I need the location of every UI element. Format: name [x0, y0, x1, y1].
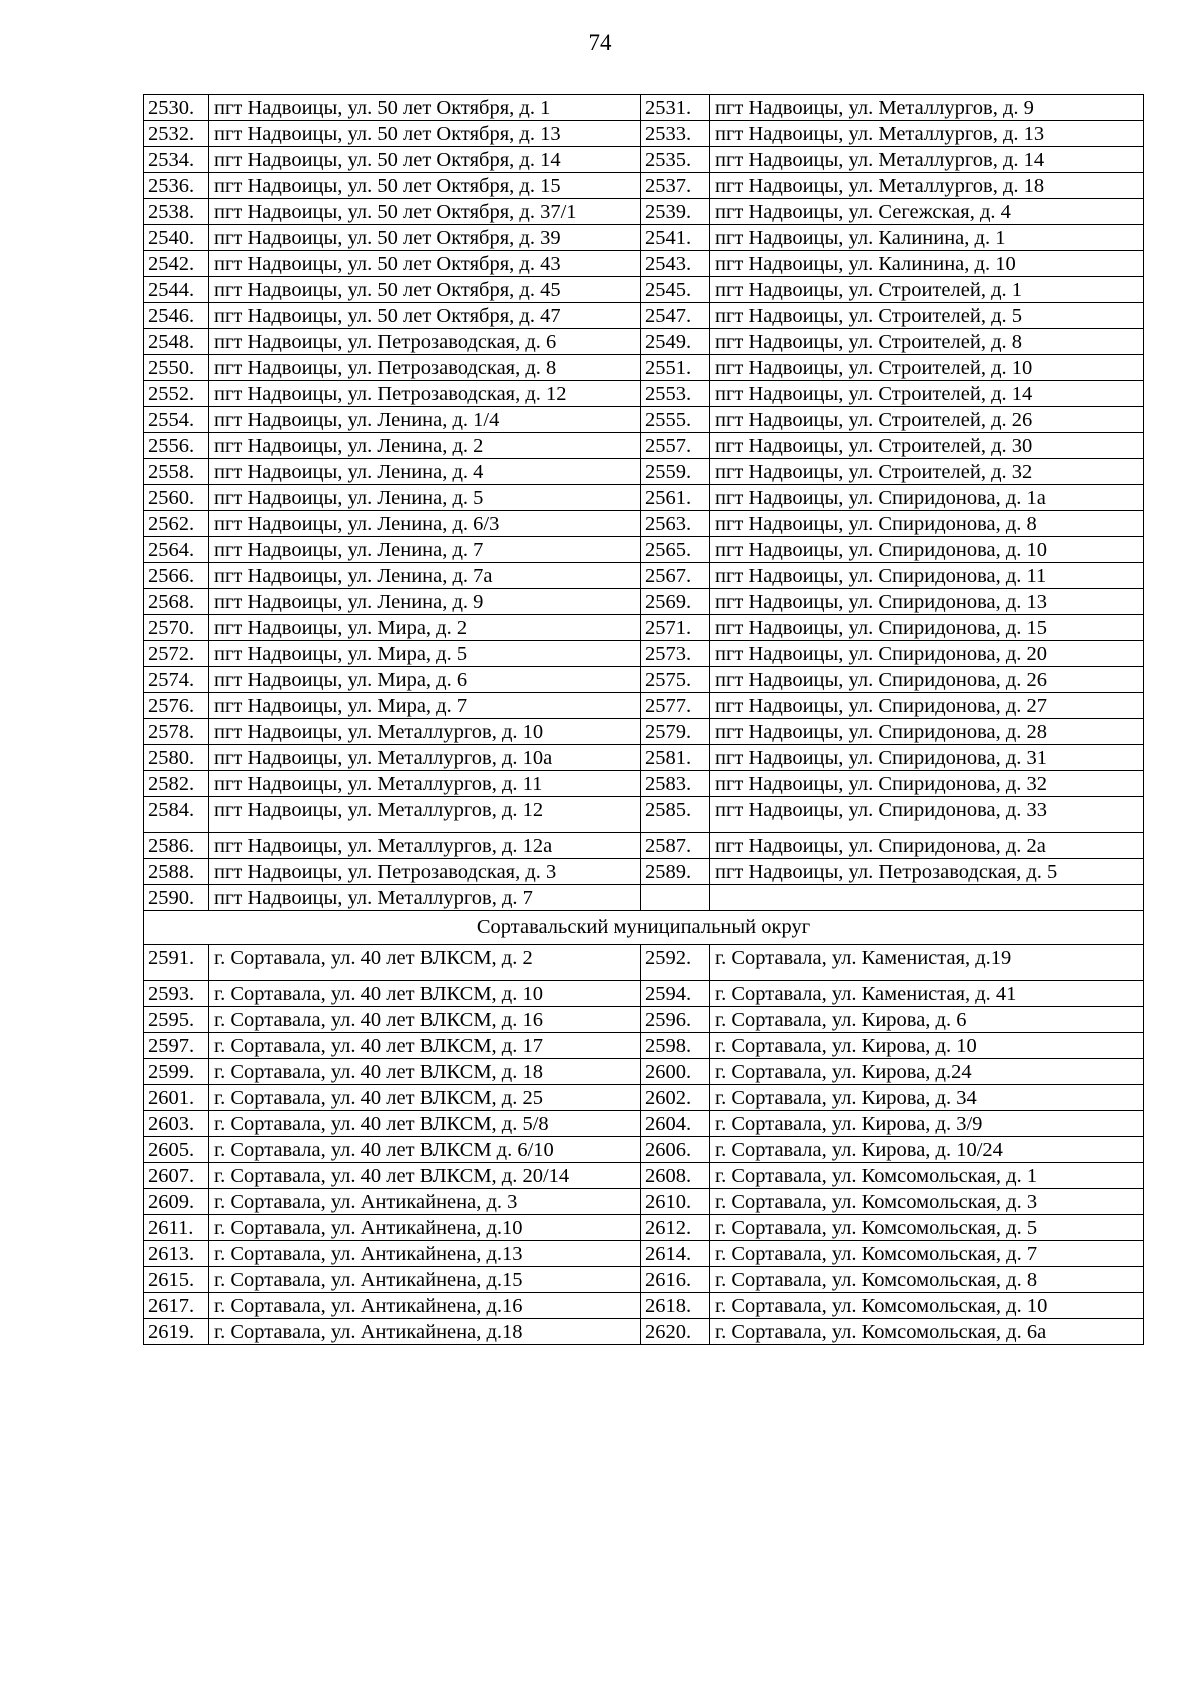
entry-number: 2536. — [144, 173, 209, 199]
table-row — [144, 1059, 1144, 1085]
entry-address: пгт Надвоицы, ул. Спиридонова, д. 27 — [710, 693, 1144, 719]
entry-number: 2540. — [144, 225, 209, 251]
table-row — [144, 1293, 1144, 1319]
entry-number: 2616. — [641, 1267, 710, 1293]
table-row — [144, 277, 1144, 303]
entry-number: 2580. — [144, 745, 209, 771]
entry-address: пгт Надвоицы, ул. Металлургов, д. 7 — [209, 885, 641, 911]
entry-address: пгт Надвоицы, ул. Ленина, д. 9 — [209, 589, 641, 615]
entry-number: 2537. — [641, 173, 710, 199]
entry-address: пгт Надвоицы, ул. Строителей, д. 10 — [710, 355, 1144, 381]
entry-address: пгт Надвоицы, ул. Петрозаводская, д. 6 — [209, 329, 641, 355]
entry-address: пгт Надвоицы, ул. Петрозаводская, д. 5 — [710, 859, 1144, 885]
entry-number: 2572. — [144, 641, 209, 667]
table-row — [144, 981, 1144, 1007]
entry-address: пгт Надвоицы, ул. Металлургов, д. 10 — [209, 719, 641, 745]
entry-address: пгт Надвоицы, ул. Мира, д. 2 — [209, 615, 641, 641]
entry-address: г. Сортавала, ул. Антикайнена, д. 3 — [209, 1189, 641, 1215]
table-row — [144, 95, 1144, 121]
entry-address: г. Сортавала, ул. Комсомольская, д. 10 — [710, 1293, 1144, 1319]
entry-number: 2560. — [144, 485, 209, 511]
table-row — [144, 173, 1144, 199]
entry-number: 2565. — [641, 537, 710, 563]
entry-address: пгт Надвоицы, ул. Ленина, д. 1/4 — [209, 407, 641, 433]
entry-number: 2619. — [144, 1319, 209, 1345]
entry-number: 2615. — [144, 1267, 209, 1293]
entry-address: пгт Надвоицы, ул. Металлургов, д. 11 — [209, 771, 641, 797]
table-row — [144, 485, 1144, 511]
entry-address: пгт Надвоицы, ул. Строителей, д. 30 — [710, 433, 1144, 459]
table-row — [144, 1215, 1144, 1241]
table-row — [144, 771, 1144, 797]
entry-address: пгт Надвоицы, ул. Спиридонова, д. 10 — [710, 537, 1144, 563]
entry-number: 2546. — [144, 303, 209, 329]
entry-address: пгт Надвоицы, ул. Спиридонова, д. 13 — [710, 589, 1144, 615]
table-row — [144, 329, 1144, 355]
entry-number: 2567. — [641, 563, 710, 589]
entry-number: 2609. — [144, 1189, 209, 1215]
entry-address: г. Сортавала, ул. Антикайнена, д.15 — [209, 1267, 641, 1293]
entry-number: 2555. — [641, 407, 710, 433]
section-header: Сортавальский муниципальный округ — [144, 911, 1144, 945]
entry-number: 2591. — [144, 945, 209, 981]
entry-address: пгт Надвоицы, ул. 50 лет Октября, д. 47 — [209, 303, 641, 329]
table-row — [144, 1241, 1144, 1267]
table-row — [144, 407, 1144, 433]
entry-address: г. Сортавала, ул. Антикайнена, д.10 — [209, 1215, 641, 1241]
entry-number: 2594. — [641, 981, 710, 1007]
entry-number: 2581. — [641, 745, 710, 771]
entry-address: пгт Надвоицы, ул. Спиридонова, д. 26 — [710, 667, 1144, 693]
section-header-row — [144, 911, 1144, 945]
entry-address: пгт Надвоицы, ул. Ленина, д. 7 — [209, 537, 641, 563]
entry-address: пгт Надвоицы, ул. Строителей, д. 8 — [710, 329, 1144, 355]
entry-number: 2583. — [641, 771, 710, 797]
entry-address: пгт Надвоицы, ул. Петрозаводская, д. 3 — [209, 859, 641, 885]
entry-address: пгт Надвоицы, ул. Сегежская, д. 4 — [710, 199, 1144, 225]
entry-number: 2559. — [641, 459, 710, 485]
entry-address: г. Сортавала, ул. 40 лет ВЛКСМ, д. 2 — [209, 945, 641, 981]
entry-number: 2599. — [144, 1059, 209, 1085]
entry-address: пгт Надвоицы, ул. Спиридонова, д. 2а — [710, 833, 1144, 859]
entry-address: пгт Надвоицы, ул. Строителей, д. 26 — [710, 407, 1144, 433]
entry-address: г. Сортавала, ул. Комсомольская, д. 3 — [710, 1189, 1144, 1215]
entry-number: 2573. — [641, 641, 710, 667]
entry-number: 2606. — [641, 1137, 710, 1163]
table-row — [144, 1189, 1144, 1215]
table-row — [144, 667, 1144, 693]
entry-number: 2605. — [144, 1137, 209, 1163]
table-row — [144, 1085, 1144, 1111]
entry-address: г. Сортавала, ул. Каменистая, д.19 — [710, 945, 1144, 981]
entry-address: пгт Надвоицы, ул. Металлургов, д. 14 — [710, 147, 1144, 173]
table-row — [144, 1007, 1144, 1033]
entry-address: пгт Надвоицы, ул. 50 лет Октября, д. 15 — [209, 173, 641, 199]
table-row — [144, 225, 1144, 251]
table-row — [144, 121, 1144, 147]
entry-address: пгт Надвоицы, ул. Петрозаводская, д. 8 — [209, 355, 641, 381]
entry-address: г. Сортавала, ул. Комсомольская, д. 6а — [710, 1319, 1144, 1345]
entry-address: пгт Надвоицы, ул. Металлургов, д. 12а — [209, 833, 641, 859]
entry-address: пгт Надвоицы, ул. Спиридонова, д. 33 — [710, 797, 1144, 833]
entry-number: 2548. — [144, 329, 209, 355]
entry-number: 2574. — [144, 667, 209, 693]
entry-number: 2612. — [641, 1215, 710, 1241]
entry-address: г. Сортавала, ул. Кирова, д. 34 — [710, 1085, 1144, 1111]
entry-number: 2618. — [641, 1293, 710, 1319]
table-row — [144, 745, 1144, 771]
entry-number: 2597. — [144, 1033, 209, 1059]
entry-number: 2553. — [641, 381, 710, 407]
entry-address: г. Сортавала, ул. Кирова, д.24 — [710, 1059, 1144, 1085]
table-row — [144, 563, 1144, 589]
entry-address: пгт Надвоицы, ул. Металлургов, д. 10а — [209, 745, 641, 771]
entry-address: г. Сортавала, ул. 40 лет ВЛКСМ, д. 20/14 — [209, 1163, 641, 1189]
table-row — [144, 381, 1144, 407]
entry-number: 2576. — [144, 693, 209, 719]
entry-address: пгт Надвоицы, ул. Ленина, д. 4 — [209, 459, 641, 485]
entry-number: 2554. — [144, 407, 209, 433]
entry-number: 2603. — [144, 1111, 209, 1137]
entry-number: 2557. — [641, 433, 710, 459]
table-row — [144, 355, 1144, 381]
entry-address: пгт Надвоицы, ул. 50 лет Октября, д. 45 — [209, 277, 641, 303]
entry-address: пгт Надвоицы, ул. 50 лет Октября, д. 1 — [209, 95, 641, 121]
entry-address: пгт Надвоицы, ул. Строителей, д. 1 — [710, 277, 1144, 303]
entry-number — [641, 885, 710, 911]
entry-number: 2561. — [641, 485, 710, 511]
entry-address: г. Сортавала, ул. 40 лет ВЛКСМ, д. 5/8 — [209, 1111, 641, 1137]
entry-address: г. Сортавала, ул. Кирова, д. 10/24 — [710, 1137, 1144, 1163]
entry-number: 2589. — [641, 859, 710, 885]
entry-address: г. Сортавала, ул. Кирова, д. 6 — [710, 1007, 1144, 1033]
entry-number: 2610. — [641, 1189, 710, 1215]
table-row — [144, 1033, 1144, 1059]
table-row — [144, 589, 1144, 615]
entry-number: 2552. — [144, 381, 209, 407]
entry-number: 2593. — [144, 981, 209, 1007]
entry-number: 2598. — [641, 1033, 710, 1059]
entry-number: 2538. — [144, 199, 209, 225]
entry-number: 2541. — [641, 225, 710, 251]
entry-address: г. Сортавала, ул. Комсомольская, д. 5 — [710, 1215, 1144, 1241]
entry-number: 2602. — [641, 1085, 710, 1111]
entry-number: 2551. — [641, 355, 710, 381]
table-row — [144, 537, 1144, 563]
entry-number: 2547. — [641, 303, 710, 329]
entry-address: пгт Надвоицы, ул. Спиридонова, д. 11 — [710, 563, 1144, 589]
entry-address: пгт Надвоицы, ул. Ленина, д. 7а — [209, 563, 641, 589]
entry-address: пгт Надвоицы, ул. Металлургов, д. 9 — [710, 95, 1144, 121]
entry-address: пгт Надвоицы, ул. Мира, д. 5 — [209, 641, 641, 667]
entry-number: 2534. — [144, 147, 209, 173]
entry-number: 2570. — [144, 615, 209, 641]
entry-number: 2586. — [144, 833, 209, 859]
table-row — [144, 433, 1144, 459]
entry-address — [710, 885, 1144, 911]
entry-address: г. Сортавала, ул. Комсомольская, д. 7 — [710, 1241, 1144, 1267]
entry-address: пгт Надвоицы, ул. Ленина, д. 5 — [209, 485, 641, 511]
address-table — [143, 94, 1144, 1345]
entry-number: 2592. — [641, 945, 710, 981]
entry-address: г. Сортавала, ул. 40 лет ВЛКСМ д. 6/10 — [209, 1137, 641, 1163]
address-table-body — [144, 95, 1144, 1345]
entry-number: 2530. — [144, 95, 209, 121]
entry-number: 2611. — [144, 1215, 209, 1241]
entry-number: 2585. — [641, 797, 710, 833]
entry-number: 2584. — [144, 797, 209, 833]
entry-number: 2600. — [641, 1059, 710, 1085]
table-row — [144, 833, 1144, 859]
table-row — [144, 693, 1144, 719]
table-row — [144, 199, 1144, 225]
table-row — [144, 885, 1144, 911]
entry-address: пгт Надвоицы, ул. Ленина, д. 6/3 — [209, 511, 641, 537]
entry-number: 2575. — [641, 667, 710, 693]
entry-address: г. Сортавала, ул. 40 лет ВЛКСМ, д. 25 — [209, 1085, 641, 1111]
entry-number: 2614. — [641, 1241, 710, 1267]
table-row — [144, 945, 1144, 981]
entry-number: 2579. — [641, 719, 710, 745]
entry-number: 2564. — [144, 537, 209, 563]
table-row — [144, 1319, 1144, 1345]
entry-address: пгт Надвоицы, ул. Спиридонова, д. 8 — [710, 511, 1144, 537]
entry-address: г. Сортавала, ул. Комсомольская, д. 1 — [710, 1163, 1144, 1189]
entry-number: 2531. — [641, 95, 710, 121]
entry-address: пгт Надвоицы, ул. Строителей, д. 14 — [710, 381, 1144, 407]
entry-address: пгт Надвоицы, ул. Спиридонова, д. 28 — [710, 719, 1144, 745]
table-row — [144, 459, 1144, 485]
entry-address: пгт Надвоицы, ул. Спиридонова, д. 1а — [710, 485, 1144, 511]
entry-address: г. Сортавала, ул. 40 лет ВЛКСМ, д. 16 — [209, 1007, 641, 1033]
entry-address: г. Сортавала, ул. Кирова, д. 3/9 — [710, 1111, 1144, 1137]
entry-number: 2533. — [641, 121, 710, 147]
table-row — [144, 615, 1144, 641]
entry-number: 2544. — [144, 277, 209, 303]
table-row — [144, 1267, 1144, 1293]
entry-address: пгт Надвоицы, ул. Спиридонова, д. 32 — [710, 771, 1144, 797]
table-row — [144, 147, 1144, 173]
entry-address: пгт Надвоицы, ул. Металлургов, д. 12 — [209, 797, 641, 833]
entry-number: 2542. — [144, 251, 209, 277]
entry-address: пгт Надвоицы, ул. Мира, д. 6 — [209, 667, 641, 693]
entry-number: 2558. — [144, 459, 209, 485]
entry-address: г. Сортавала, ул. Комсомольская, д. 8 — [710, 1267, 1144, 1293]
entry-address: г. Сортавала, ул. Кирова, д. 10 — [710, 1033, 1144, 1059]
entry-number: 2601. — [144, 1085, 209, 1111]
table-row — [144, 1163, 1144, 1189]
entry-address: пгт Надвоицы, ул. Мира, д. 7 — [209, 693, 641, 719]
entry-address: г. Сортавала, ул. Антикайнена, д.13 — [209, 1241, 641, 1267]
entry-number: 2577. — [641, 693, 710, 719]
entry-number: 2569. — [641, 589, 710, 615]
entry-number: 2532. — [144, 121, 209, 147]
entry-address: пгт Надвоицы, ул. Строителей, д. 5 — [710, 303, 1144, 329]
entry-address: г. Сортавала, ул. Каменистая, д. 41 — [710, 981, 1144, 1007]
entry-number: 2595. — [144, 1007, 209, 1033]
entry-number: 2562. — [144, 511, 209, 537]
entry-address: пгт Надвоицы, ул. 50 лет Октября, д. 14 — [209, 147, 641, 173]
entry-address: пгт Надвоицы, ул. Строителей, д. 32 — [710, 459, 1144, 485]
entry-address: пгт Надвоицы, ул. Металлургов, д. 18 — [710, 173, 1144, 199]
entry-address: пгт Надвоицы, ул. Ленина, д. 2 — [209, 433, 641, 459]
entry-number: 2620. — [641, 1319, 710, 1345]
entry-number: 2587. — [641, 833, 710, 859]
table-row — [144, 511, 1144, 537]
entry-number: 2582. — [144, 771, 209, 797]
entry-number: 2590. — [144, 885, 209, 911]
entry-address: пгт Надвоицы, ул. 50 лет Октября, д. 13 — [209, 121, 641, 147]
entry-address: пгт Надвоицы, ул. 50 лет Октября, д. 37/1 — [209, 199, 641, 225]
page-number: 74 — [588, 30, 612, 55]
table-row — [144, 641, 1144, 667]
entry-number: 2566. — [144, 563, 209, 589]
entry-number: 2539. — [641, 199, 710, 225]
entry-address: пгт Надвоицы, ул. Спиридонова, д. 31 — [710, 745, 1144, 771]
entry-number: 2596. — [641, 1007, 710, 1033]
entry-address: пгт Надвоицы, ул. Петрозаводская, д. 12 — [209, 381, 641, 407]
entry-number: 2613. — [144, 1241, 209, 1267]
entry-address: пгт Надвоицы, ул. Спиридонова, д. 15 — [710, 615, 1144, 641]
table-row — [144, 859, 1144, 885]
entry-number: 2556. — [144, 433, 209, 459]
entry-number: 2535. — [641, 147, 710, 173]
entry-address: г. Сортавала, ул. 40 лет ВЛКСМ, д. 17 — [209, 1033, 641, 1059]
entry-number: 2549. — [641, 329, 710, 355]
entry-number: 2543. — [641, 251, 710, 277]
entry-address: г. Сортавала, ул. 40 лет ВЛКСМ, д. 18 — [209, 1059, 641, 1085]
entry-address: пгт Надвоицы, ул. Металлургов, д. 13 — [710, 121, 1144, 147]
table-row — [144, 719, 1144, 745]
entry-number: 2608. — [641, 1163, 710, 1189]
entry-address: пгт Надвоицы, ул. Спиридонова, д. 20 — [710, 641, 1144, 667]
entry-address: г. Сортавала, ул. Антикайнена, д.16 — [209, 1293, 641, 1319]
entry-address: пгт Надвоицы, ул. Калинина, д. 10 — [710, 251, 1144, 277]
entry-number: 2550. — [144, 355, 209, 381]
table-row — [144, 303, 1144, 329]
entry-number: 2607. — [144, 1163, 209, 1189]
entry-number: 2604. — [641, 1111, 710, 1137]
entry-number: 2545. — [641, 277, 710, 303]
entry-number: 2617. — [144, 1293, 209, 1319]
table-row — [144, 797, 1144, 833]
entry-number: 2571. — [641, 615, 710, 641]
entry-address: г. Сортавала, ул. Антикайнена, д.18 — [209, 1319, 641, 1345]
entry-address: пгт Надвоицы, ул. 50 лет Октября, д. 43 — [209, 251, 641, 277]
entry-address: пгт Надвоицы, ул. 50 лет Октября, д. 39 — [209, 225, 641, 251]
entry-number: 2568. — [144, 589, 209, 615]
table-row — [144, 251, 1144, 277]
entry-number: 2578. — [144, 719, 209, 745]
entry-address: г. Сортавала, ул. 40 лет ВЛКСМ, д. 10 — [209, 981, 641, 1007]
table-row — [144, 1111, 1144, 1137]
entry-address: пгт Надвоицы, ул. Калинина, д. 1 — [710, 225, 1144, 251]
table-row — [144, 1137, 1144, 1163]
entry-number: 2588. — [144, 859, 209, 885]
entry-number: 2563. — [641, 511, 710, 537]
